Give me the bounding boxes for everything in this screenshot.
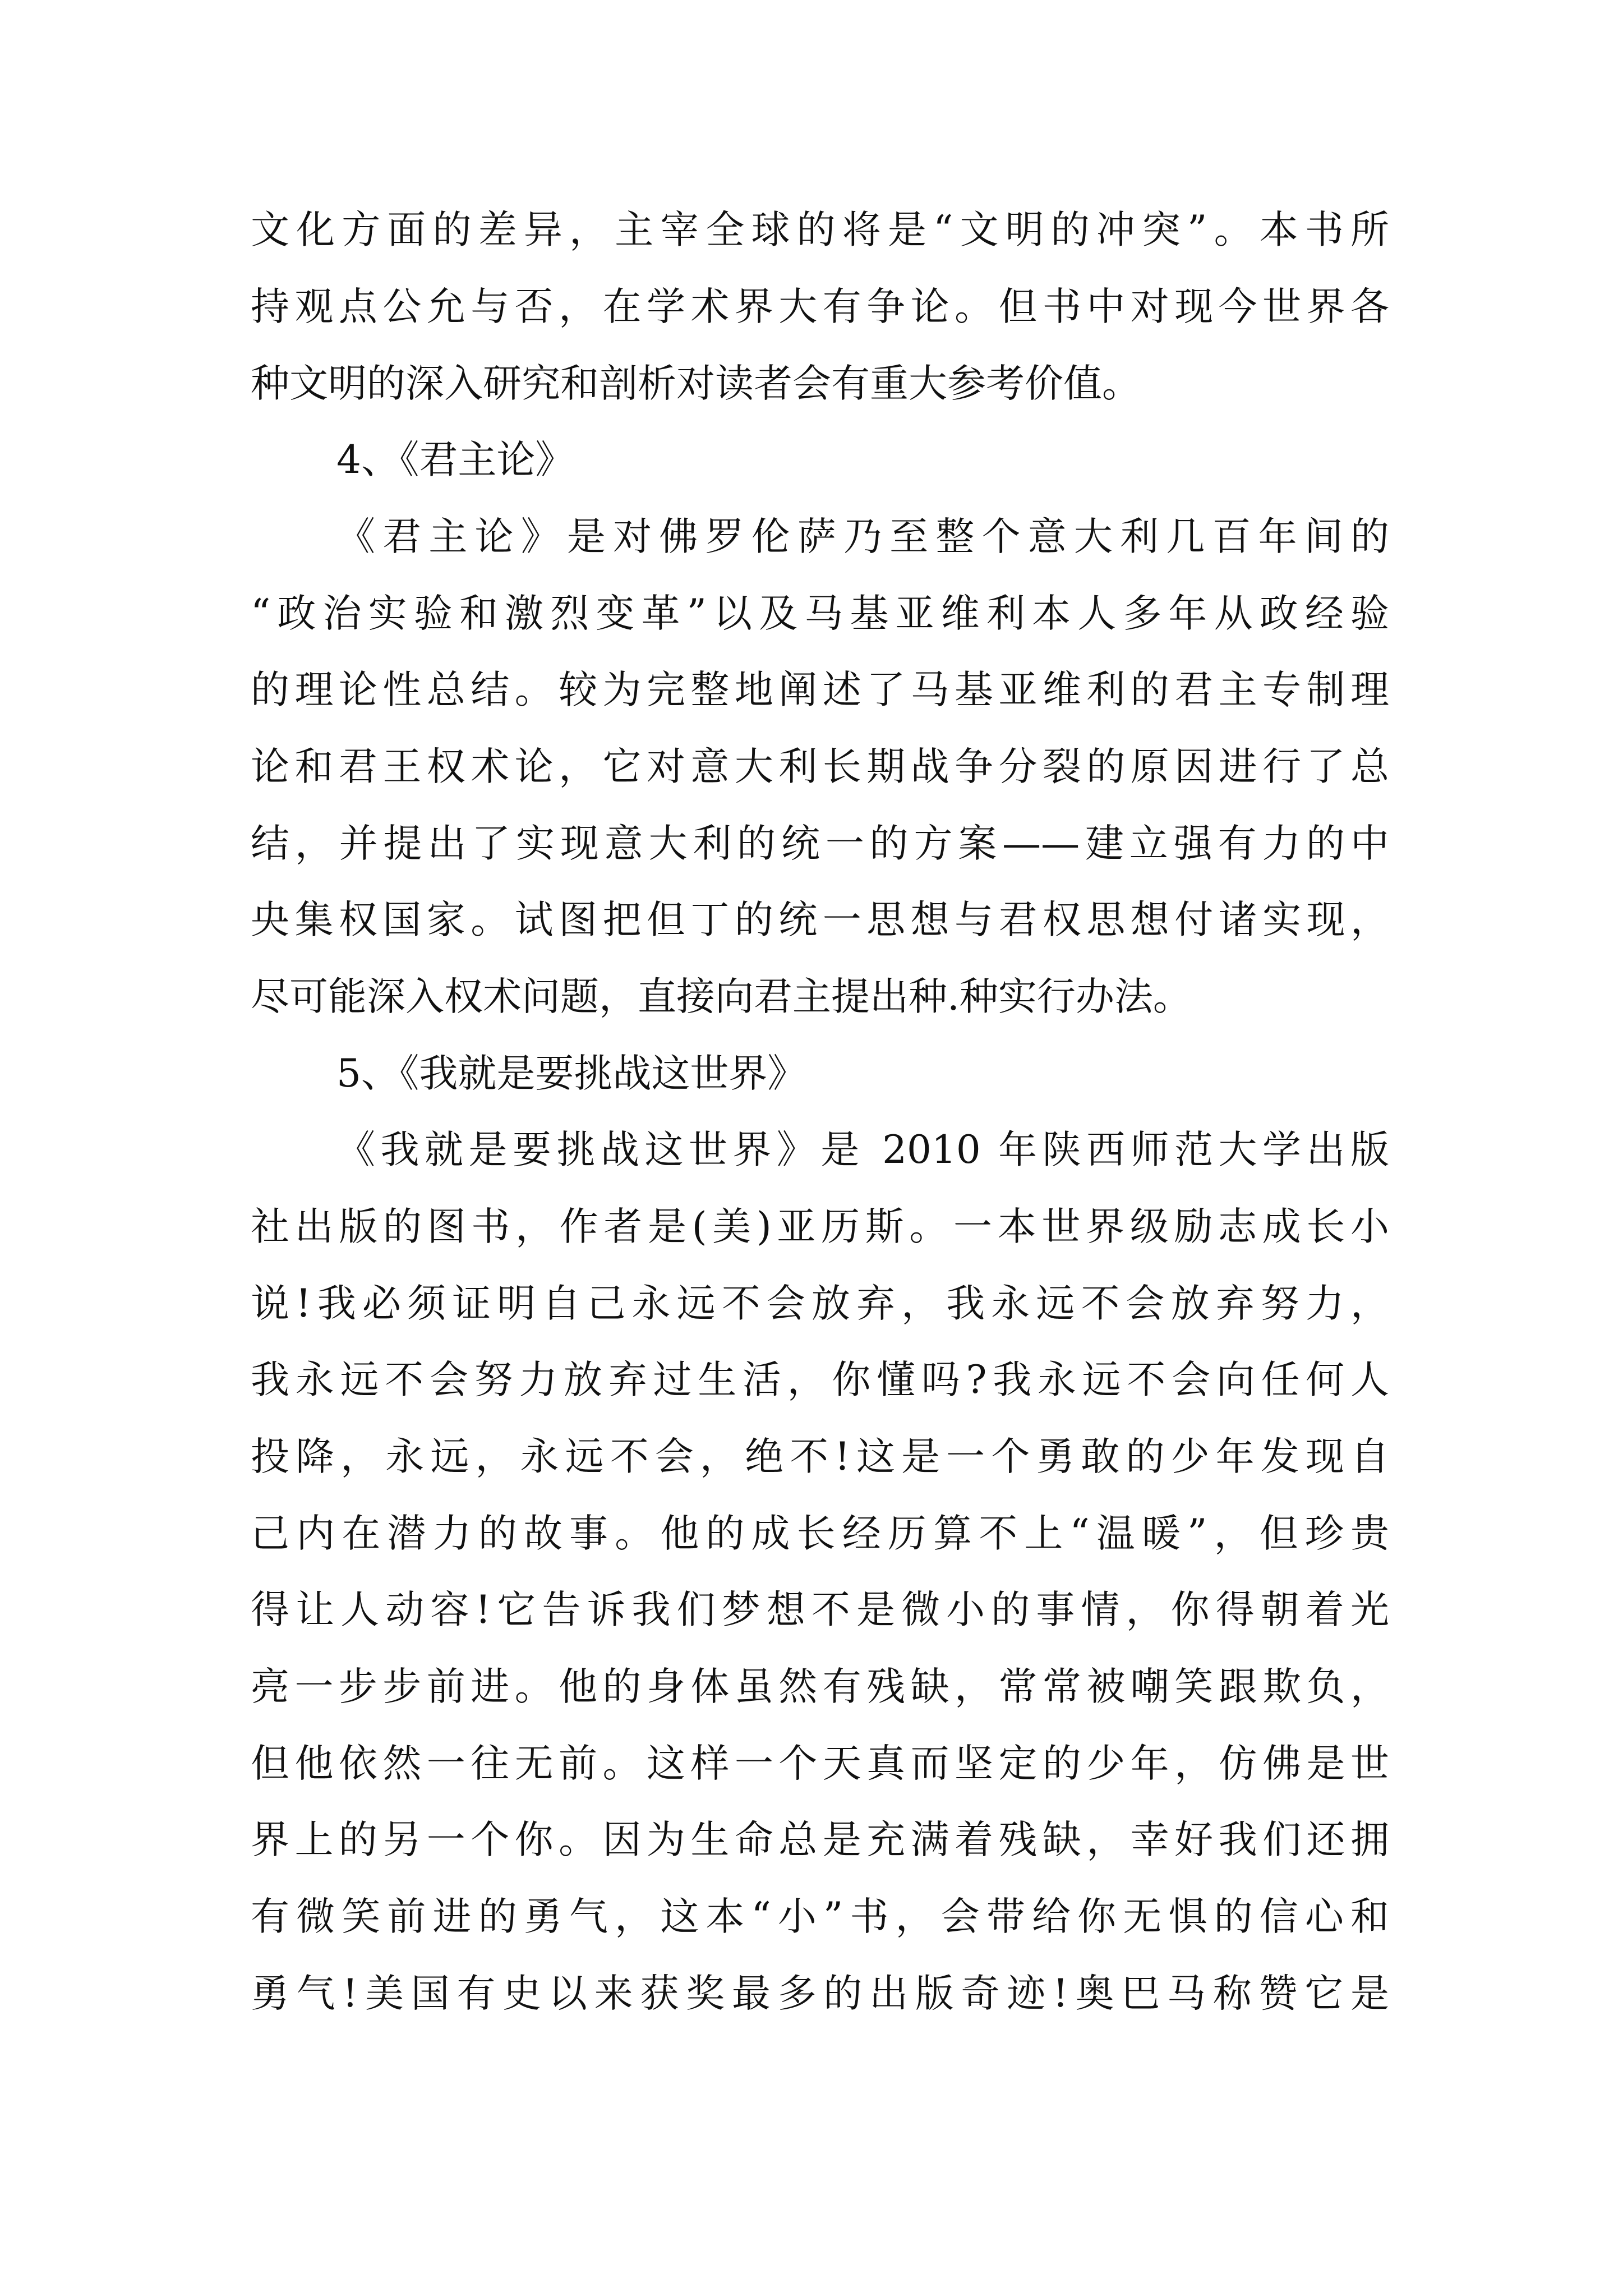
body-text-line: 持观点公允与否，在学术界大有争论。但书中对现今世界各 [251, 284, 1389, 329]
paragraph-first-line: 《我就是要挑战这世界》是 2010 年陕西师范大学出版 [336, 1128, 1389, 1172]
body-text-line: 种文明的深入研究和剖析对读者会有重大参考价值。 [251, 361, 1141, 406]
section-heading-4: 4、《君主论》 [336, 438, 574, 482]
body-text-line: 央集权国家。试图把但丁的统一思想与君权思想付诸实现， [251, 898, 1389, 942]
body-text-line: 社出版的图书，作者是(美)亚历斯。一本世界级励志成长小 [251, 1204, 1389, 1249]
body-text-line: 论和君王权术论，它对意大利长期战争分裂的原因进行了总 [251, 744, 1389, 789]
body-text-line: 投降，永远，永远不会，绝不!这是一个勇敢的少年发现自 [251, 1434, 1389, 1479]
paragraph-first-line: 《君主论》是对佛罗伦萨乃至整个意大利几百年间的 [336, 514, 1389, 559]
body-text-line: 己内在潜力的故事。他的成长经历算不上“温暖”，但珍贵 [251, 1511, 1389, 1556]
body-text-line: 文化方面的差异，主宰全球的将是“文明的冲突”。本书所 [251, 208, 1389, 252]
body-text-line: “政治实验和激烈变革”以及马基亚维利本人多年从政经验 [251, 591, 1389, 636]
body-text-line: 勇气!美国有史以来获奖最多的出版奇迹!奥巴马称赞它是 [251, 1971, 1389, 2016]
body-text-line: 有微笑前进的勇气，这本“小”书，会带给你无惧的信心和 [251, 1894, 1389, 1939]
body-text-line: 得让人动容!它告诉我们梦想不是微小的事情，你得朝着光 [251, 1588, 1389, 1632]
body-text-line: 说!我必须证明自己永远不会放弃，我永远不会放弃努力， [251, 1281, 1389, 1326]
section-heading-5: 5、《我就是要挑战这世界》 [336, 1051, 806, 1096]
body-text-line: 我永远不会努力放弃过生活，你懂吗?我永远不会向任何人 [251, 1358, 1389, 1402]
body-text-line: 结，并提出了实现意大利的统一的方案——建立强有力的中 [251, 821, 1389, 866]
body-text-line: 界上的另一个你。因为生命总是充满着残缺，幸好我们还拥 [251, 1818, 1389, 1862]
body-text-line: 亮一步步前进。他的身体虽然有残缺，常常被嘲笑跟欺负， [251, 1664, 1389, 1709]
body-text-line: 的理论性总结。较为完整地阐述了马基亚维利的君主专制理 [251, 668, 1389, 712]
body-text-line: 尽可能深入权术问题，直接向君主提出种.种实行办法。 [251, 974, 1192, 1019]
body-text-line: 但他依然一往无前。这样一个天真而坚定的少年，仿佛是世 [251, 1741, 1389, 1786]
